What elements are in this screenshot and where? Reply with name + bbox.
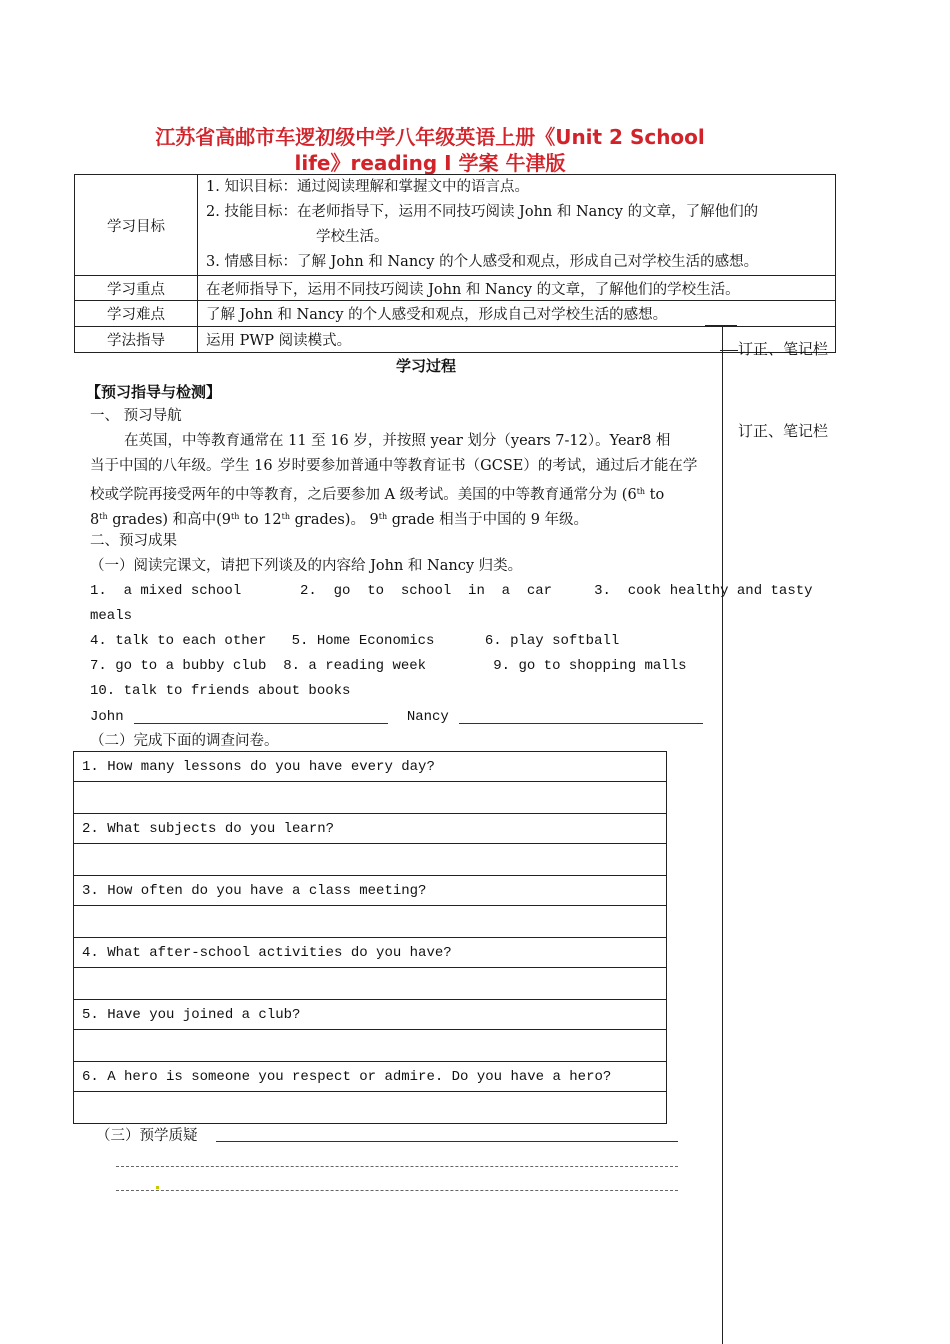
task2-title: （二）完成下面的调查问卷。 (90, 733, 279, 749)
survey-answer-cell[interactable] (74, 844, 667, 876)
john-answer-blank[interactable] (134, 709, 388, 724)
stray-mark (156, 1186, 159, 1189)
notes-column-label: 订正、笔记栏 (738, 422, 829, 440)
method-text: 运用 PWP 阅读模式。 (198, 327, 836, 353)
goal-item-continued: 学校生活。 (316, 229, 389, 245)
survey-question: 4. What after-school activities do you have? (74, 938, 667, 968)
results-title: 二、预习成果 (90, 533, 177, 549)
survey-answer-cell[interactable] (74, 1092, 667, 1124)
task1-title: （一）阅读完课文，请把下列谈及的内容给 John 和 Nancy 归类。 (90, 558, 523, 574)
survey-answer-cell[interactable] (74, 1030, 667, 1062)
task1-item-line: 7. go to a bubby club 8. a reading week 9. go to shopping malls (90, 658, 687, 674)
key-point-label: 学习重点 (75, 276, 198, 301)
superscript: th (636, 487, 646, 496)
goal-item: 1. 知识目标：通过阅读理解和掌握文中的语言点。 (206, 179, 529, 195)
task1-item-line: 10. talk to friends about books (90, 683, 351, 699)
task1-item-line: 4. talk to each other 5. Home Economics 6. play softball (90, 633, 620, 649)
question-answer-line[interactable] (116, 1190, 678, 1191)
nancy-answer-blank[interactable] (459, 709, 703, 724)
question-answer-line[interactable] (216, 1141, 678, 1142)
survey-question: 1. How many lessons do you have every day? (74, 752, 667, 782)
nav-text: 校或学院再接受两年的中等教育，之后要参加 A 级考试。美国的中等教育通常分为 (6 (90, 487, 637, 503)
divider (705, 325, 737, 326)
john-label: John (90, 709, 124, 725)
survey-answer-cell[interactable] (74, 906, 667, 938)
nav-text: grades) 和高中(9 (107, 512, 232, 528)
doc-title-line1: 江苏省高邮市车逻初级中学八年级英语上册《Unit 2 School (155, 125, 705, 149)
doc-title-line2: life》reading I 学案 牛津版 (294, 151, 566, 175)
question-answer-line[interactable] (116, 1166, 678, 1167)
task1-item-line: meals (90, 608, 133, 624)
preview-heading: 【预习指导与检测】 (86, 383, 222, 401)
nav-text: grade 相当于中国的 9 年级。 (387, 512, 589, 528)
nancy-label: Nancy (406, 709, 449, 725)
difficulty-label: 学习难点 (75, 301, 198, 327)
method-label: 学法指导 (75, 327, 198, 353)
nav-text: grades)。 9 (290, 512, 379, 528)
survey-question: 2. What subjects do you learn? (74, 814, 667, 844)
goal-label: 学习目标 (75, 175, 198, 276)
survey-question: 6. A hero is someone you respect or admire. Do you have a hero? (74, 1062, 667, 1092)
nav-text: 8 (90, 512, 100, 528)
superscript: th (378, 512, 388, 521)
goal-list (198, 175, 836, 276)
superscript: th (281, 512, 291, 521)
survey-question: 3. How often do you have a class meeting? (74, 876, 667, 906)
nav-paragraph-line: 在英国，中等教育通常在 11 至 16 岁，并按照 year 划分（years 7-12）。Year8 相 (124, 433, 671, 449)
task3-title: （三）预学质疑 (96, 1128, 198, 1144)
survey-answer-cell[interactable] (74, 968, 667, 1000)
goal-item: 3. 情感目标：了解 John 和 Nancy 的个人感受和观点，形成自己对学校生活的感想。 (206, 254, 759, 270)
nav-text: to (645, 487, 665, 503)
process-heading: 学习过程 (396, 357, 457, 375)
survey-answer-cell[interactable] (74, 782, 667, 814)
task1-item-line: 1. a mixed school 2. go to school in a car 3. cook healthy and tasty (90, 583, 813, 599)
superscript: th (99, 512, 108, 521)
goal-item: 2. 技能目标：在老师指导下，运用不同技巧阅读 John 和 Nancy 的文章，了解他们的 (206, 204, 759, 220)
key-point-text: 在老师指导下，运用不同技巧阅读 John 和 Nancy 的文章，了解他们的学校生活。 (198, 276, 836, 301)
nav-text: to 12 (239, 512, 282, 528)
difficulty-text: 了解 John 和 Nancy 的个人感受和观点，形成自己对学校生活的感想。 (198, 301, 836, 327)
classify-answer-row (90, 704, 703, 730)
survey-question: 5. Have you joined a club? (74, 1000, 667, 1030)
superscript: th (231, 512, 240, 521)
survey-table (73, 751, 667, 1124)
nav-paragraph-line: 当于中国的八年级。学生 16 岁时要参加普通中等教育证书（GCSE）的考试，通过后才能在学 (90, 458, 698, 474)
nav-title: 一、 预习导航 (90, 408, 182, 424)
notes-column-divider (722, 326, 723, 1344)
notes-column-label: 订正、笔记栏 (738, 340, 829, 358)
